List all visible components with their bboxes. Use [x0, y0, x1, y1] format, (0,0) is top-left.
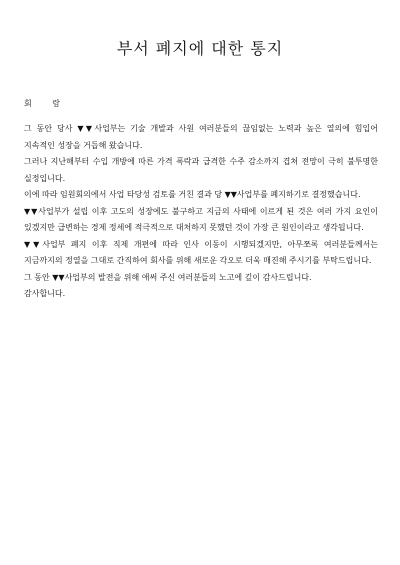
recipient-label: 회 람	[24, 99, 69, 108]
paragraph-5: ▼▼사업부 폐지 이후 직제 개편에 따라 인사 이동이 시행되겠지만, 아무쪼록 여러분들께서는 지금까지의 정열을 그대로 간직하여 회사를 위해 새로운 각오로 더욱 매진해 주시기를 부탁드립니다.	[24, 239, 378, 265]
paragraph-2: 그러나 지난해부터 수입 개방에 따른 가격 폭락과 급격한 수주 감소까지 겹쳐 전망이 극히 불투명한 실정입니다.	[24, 157, 378, 183]
paragraph-3: 이에 따라 임원회의에서 사업 타당성 검토를 거친 결과 당 ▼▼사업부를 폐지하기로 결정했습니다.	[24, 190, 361, 199]
document-title: 부서 폐지에 대한 통지	[116, 39, 284, 58]
paragraph-1: 그 동안 당사 ▼▼사업부는 기술 개발과 사원 여러분들의 끊임없는 노력과 높은 열의에 힘입어 지속적인 성장을 거듭해 왔습니다.	[24, 124, 378, 150]
paragraph-6: 그 동안 ▼▼사업부의 발전을 위해 애써 주신 여러분들의 노고에 깊이 감사드립니다.	[24, 272, 312, 282]
paragraph-4: ▼▼사업부가 설립 이후 고도의 성장에도 불구하고 지금의 사태에 이르게 된 것은 여러 가지 요인이 있겠지만 급변하는 경제 정세에 적극적으로 대처하지 못했던 것이 가장 큰 원인이라고 생각됩니다.	[24, 206, 378, 232]
closing-text: 감사합니다.	[24, 289, 66, 298]
document-body	[24, 121, 378, 303]
